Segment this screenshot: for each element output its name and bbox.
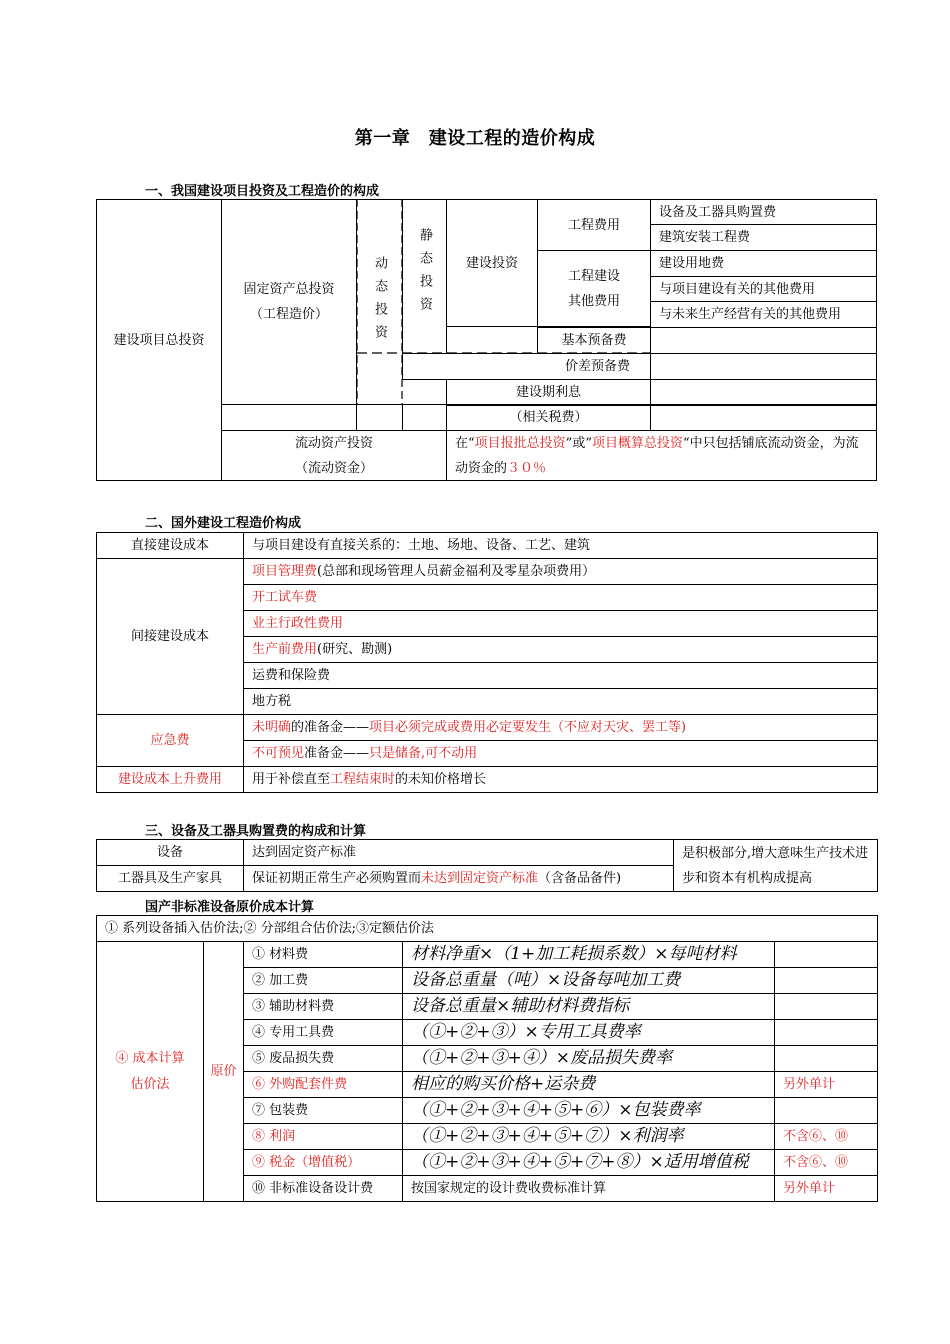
cost-item-note: 另外单计 bbox=[775, 1072, 878, 1098]
cost-item-note: 不含⑥、⑩ bbox=[775, 1150, 878, 1176]
total-investment-cell: 建设项目总投资 bbox=[96, 199, 222, 481]
direct-cost-label: 直接建设成本 bbox=[97, 533, 244, 559]
section-2-heading: 二、国外建设工程造价构成 bbox=[145, 516, 302, 531]
contingency-label: 应急费 bbox=[97, 715, 244, 767]
section-3-heading: 三、设备及工器具购置费的构成和计算 bbox=[145, 824, 367, 839]
nonstandard-subheading: 国产非标准设备原价成本计算 bbox=[145, 900, 315, 915]
cost-item-formula: 材料净重×（1+加工耗损系数）×每吨材料 bbox=[403, 942, 775, 968]
cost-method-label: ④ 成本计算 估价法 bbox=[97, 942, 204, 1202]
tools-desc: 保证初期正常生产必须购置而未达到固定资产标准（含备品备件) bbox=[244, 866, 674, 892]
cost-item-name: ⑤ 废品损失费 bbox=[244, 1046, 403, 1072]
cost-item-formula: （①+②+③）×专用工具费率 bbox=[403, 1020, 775, 1046]
construction-investment-cell: 建设投资 bbox=[446, 199, 538, 327]
equipment-side-note: 是积极部分,增大意味生产技术进步和资本有机构成提高 bbox=[674, 840, 878, 892]
cost-item-name: ⑦ 包装费 bbox=[244, 1098, 403, 1124]
working-capital-note: 在“项目报批总投资”或”项目概算总投资“中只包括铺底流动资金，为流动资金的３０％ bbox=[446, 430, 877, 481]
original-price-label: 原价 bbox=[204, 942, 244, 1202]
cost-item-note bbox=[775, 1046, 878, 1072]
cost-item-note bbox=[775, 1098, 878, 1124]
cost-item-formula: 相应的购买价格+运杂费 bbox=[403, 1072, 775, 1098]
cost-item-note bbox=[775, 1020, 878, 1046]
cost-item-formula: （①+②+③+④+⑤+⑦+⑧）×适用增值税 bbox=[403, 1150, 775, 1176]
contingency-undefined: 未明确的准备金——项目必须完成或费用必定要发生（不应对天灾、罢工等) bbox=[244, 715, 878, 741]
pre-production-fee: 生产前费用(研究、勘测) bbox=[244, 637, 878, 663]
cost-item-formula: 设备总重量（吨）×设备每吨加工费 bbox=[403, 968, 775, 994]
cost-item-note: 不含⑥、⑩ bbox=[775, 1124, 878, 1150]
item-land: 建设用地费 bbox=[650, 250, 877, 277]
trial-fee: 开工试车费 bbox=[244, 585, 878, 611]
tax-cell: （相关税费） bbox=[446, 404, 651, 431]
indirect-cost-label: 间接建设成本 bbox=[97, 559, 244, 715]
page-title: 第一章 建设工程的造价构成 bbox=[354, 128, 596, 149]
cost-item-name: ④ 专用工具费 bbox=[244, 1020, 403, 1046]
cost-item-name: ② 加工费 bbox=[244, 968, 403, 994]
dynamic-investment-cell: 动态投资 bbox=[356, 199, 403, 405]
fixed-asset-cell: 固定资产总投资 （工程造价） bbox=[221, 199, 357, 405]
section-1-heading: 一、我国建设项目投资及工程造价的构成 bbox=[145, 184, 380, 199]
interest-cell: 建设期利息 bbox=[446, 379, 651, 406]
item-future-other: 与未来生产经营有关的其他费用 bbox=[650, 301, 877, 328]
equipment-label: 设备 bbox=[97, 840, 244, 866]
item-construction-install: 建筑安装工程费 bbox=[650, 224, 877, 251]
cost-item-formula: （①+②+③+④+⑤+⑥）×包装费率 bbox=[403, 1098, 775, 1124]
cost-item-formula: （①+②+③+④）×废品损失费率 bbox=[403, 1046, 775, 1072]
item-equipment: 设备及工器具购置费 bbox=[650, 199, 877, 225]
tools-label: 工器具及生产家具 bbox=[97, 866, 244, 892]
foreign-cost-table bbox=[96, 532, 878, 793]
direct-cost-desc: 与项目建设有直接关系的：土地、场地、设备、工艺、建筑 bbox=[244, 533, 878, 559]
static-investment-cell: 静态投资 bbox=[402, 199, 447, 354]
owner-admin-fee: 业主行政性费用 bbox=[244, 611, 878, 637]
cost-item-formula: 按国家规定的设计费收费标准计算 bbox=[403, 1176, 775, 1202]
pm-fee: 项目管理费(总部和现场管理人员薪金福利及零星杂项费用） bbox=[244, 559, 878, 585]
cost-item-name: ③ 辅助材料费 bbox=[244, 994, 403, 1020]
cost-item-name: ① 材料费 bbox=[244, 942, 403, 968]
working-capital-cell: 流动资产投资 （流动资金） bbox=[221, 430, 447, 481]
cost-item-name: ⑥ 外购配套件费 bbox=[244, 1072, 403, 1098]
contingency-unforeseen: 不可预见准备金——只是储备,可不动用 bbox=[244, 741, 878, 767]
local-tax: 地方税 bbox=[244, 689, 878, 715]
engineering-fee-cell: 工程费用 bbox=[537, 199, 651, 251]
cost-item-name: ⑩ 非标准设备设计费 bbox=[244, 1176, 403, 1202]
equipment-desc: 达到固定资产标准 bbox=[244, 840, 674, 866]
cost-item-formula: 设备总重量×辅助材料费指标 bbox=[403, 994, 775, 1020]
escalation-desc: 用于补偿直至工程结束时的未知价格增长 bbox=[244, 767, 878, 793]
equipment-table bbox=[96, 839, 878, 892]
transport-insurance: 运费和保险费 bbox=[244, 663, 878, 689]
cost-item-formula: （①+②+③+④+⑤+⑦）×利润率 bbox=[403, 1124, 775, 1150]
cost-item-name: ⑨ 税金（增值税） bbox=[244, 1150, 403, 1176]
dashed-dividers bbox=[0, 0, 950, 500]
basic-reserve-cell: 基本预备费 bbox=[537, 327, 651, 354]
cost-item-note bbox=[775, 994, 878, 1020]
escalation-label: 建设成本上升费用 bbox=[97, 767, 244, 793]
estimation-methods: ① 系列设备插入估价法;② 分部组合估价法;③定额估价法 bbox=[97, 916, 878, 942]
price-reserve-cell: 价差预备费 bbox=[402, 353, 651, 380]
nonstandard-cost-table bbox=[96, 915, 878, 1202]
cost-item-name: ⑧ 利润 bbox=[244, 1124, 403, 1150]
cost-item-note bbox=[775, 942, 878, 968]
cost-item-note bbox=[775, 968, 878, 994]
item-project-other: 与项目建设有关的其他费用 bbox=[650, 276, 877, 302]
cost-item-note: 另外单计 bbox=[775, 1176, 878, 1202]
engineering-other-cell: 工程建设 其他费用 bbox=[537, 250, 651, 327]
